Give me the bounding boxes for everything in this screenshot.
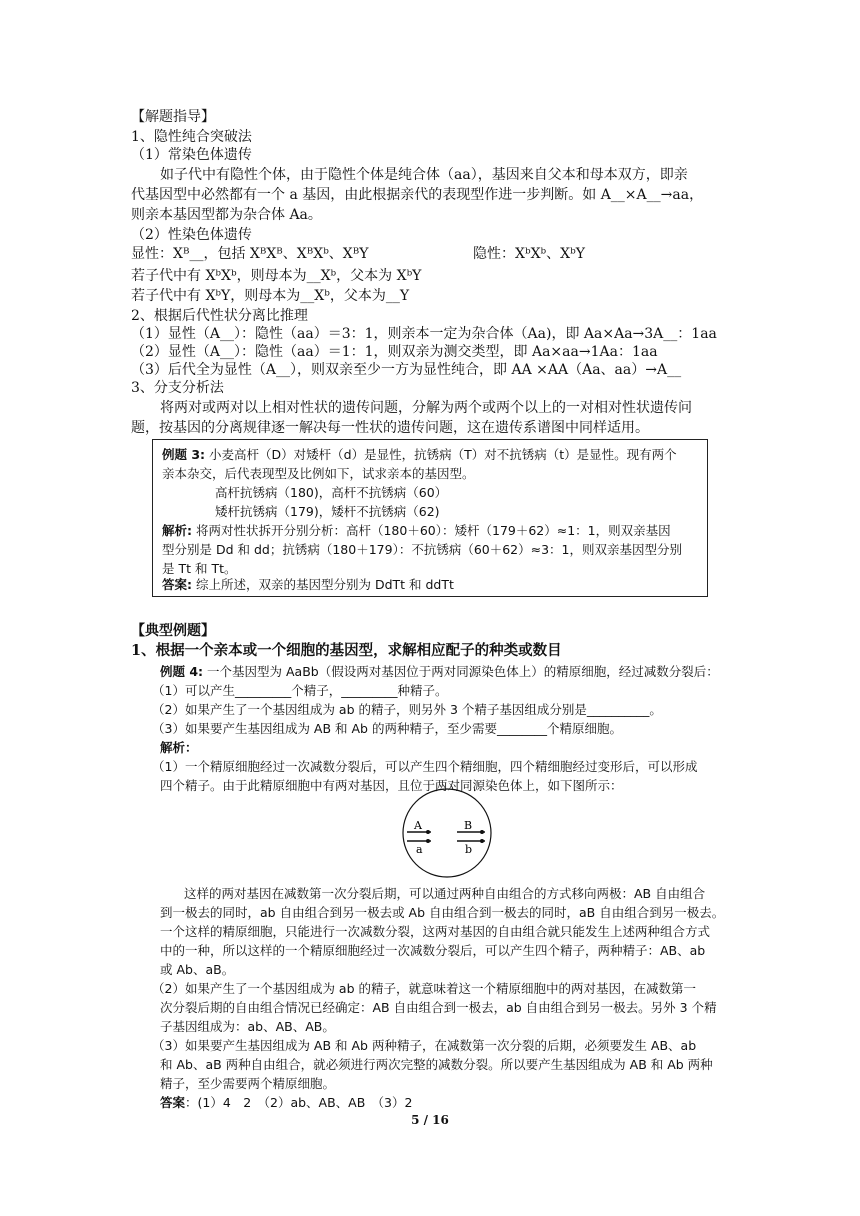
heading: 1、根据一个亲本或一个细胞的基因型，求解相应配子的种类或数目 [131, 642, 562, 659]
paragraph-line: 次分裂后期的自由组合情况已经确定：AB 自由组合到一极去，ab 自由组合到另一极去。另外 3 个精 [160, 1000, 717, 1015]
paragraph-line: 一个这样的精原细胞，只能进行一次减数分裂，这两对基因的自由组合就只能发生上述两种组合方式 [160, 924, 711, 939]
heading: 3、分支分析法 [131, 380, 224, 396]
answer-line: 答案: 综上所述，双亲的基因型分别为 DdTt 和 ddTt [162, 577, 454, 592]
paragraph-line: 代基因型中必然都有一个 a 基因，由此根据亲代的表现型作进一步判断。如 A__×A__→aa， [131, 187, 704, 203]
paragraph-line: 和 Ab、aB 两种自由组合，就必须进行两次完整的减数分裂。所以要产生基因组成为 AB 和 Ab 两种 [160, 1057, 713, 1072]
gene-label-A: A [414, 819, 422, 832]
paragraph-line: 精子，至少需要两个精原细胞。 [160, 1076, 336, 1091]
section-header: 【解题指导】 [131, 109, 215, 125]
centromere [426, 839, 430, 843]
subheading: （2）性染色体遗传 [131, 227, 252, 243]
heading: 1、隐性纯合突破法 [131, 129, 252, 145]
rule-line: （2）显性（A__）：隐性（aa）＝1：1，则双亲为测交类型，即 Aa×aa→1Aa：1aa [131, 344, 658, 360]
analysis-line: 四个精子。由于此精原细胞中有两对基因，且位于两对同源染色体上，如下图所示： [160, 778, 623, 793]
paragraph-line: 则亲本基因型都为杂合体 Aa。 [131, 207, 322, 223]
example-3-question: 例题 3: 小麦高杆（D）对矮杆（d）是显性，抗锈病（T）对不抗锈病（t）是显性。现有两个 [162, 447, 677, 462]
paragraph-line: 若子代中有 XᵇXᵇ，则母本为__Xᵇ，父本为 XᵇY [131, 268, 422, 284]
data-line: 矮杆抗锈病（179)，矮杆不抗锈病（62) [215, 504, 440, 519]
heading: 2、根据后代性状分离比推理 [131, 308, 308, 324]
dominant-line: 显性：Xᴮ__，包括 XᴮXᴮ、XᴮXᵇ、XᴮY [131, 246, 369, 262]
rule-line: （3）后代全为显性（A__），则双亲至少一方为显性纯合，即 AA ×AA（Aa、aa）→A__ [131, 362, 682, 378]
analysis-label: 解析： [160, 740, 198, 755]
question-line: （1）可以产生_________个精子，_________种精子。 [152, 683, 448, 698]
rule-line: （1）显性（A__）：隐性（aa）＝3：1，则亲本一定为杂合体（Aa)，即 Aa×Aa→3A__：1aa [131, 326, 717, 342]
analysis-line: 型分别是 Dd 和 dd；抗锈病（180＋179）：不抗锈病（60＋62）≈3：1，则双亲基因型分别 [162, 542, 683, 557]
chromosome-diagram [397, 787, 497, 879]
centromere [480, 830, 484, 834]
paragraph-line: 子基因组成为：ab、AB、AB。 [160, 1019, 335, 1034]
page-number: 5 / 16 [411, 1113, 449, 1127]
paragraph-line: 如子代中有隐性个体，由于隐性个体是纯合体（aa），基因来自父本和母本双方，即亲 [160, 167, 688, 183]
paragraph-line: 这样的两对基因在减数第一次分裂后期，可以通过两种自由组合的方式移向两极：AB 自由组合 [184, 886, 706, 901]
gene-label-a: a [416, 843, 423, 856]
paragraph-line: 中的一种，所以这样的一个精原细胞经过一次减数分裂后，可以产生四个精子，两种精子：AB、ab [160, 943, 706, 958]
example-4-question: 例题 4: 一个基因型为 AaBb（假设两对基因位于两对同源染色体上）的精原细胞，经过减数分裂后： [160, 664, 719, 679]
gene-label-b: b [465, 843, 473, 856]
paragraph-line: 若子代中有 XᵇY，则母本为__Xᵇ，父本为__Y [131, 288, 410, 304]
section-header: 【典型例题】 [131, 623, 215, 639]
paragraph-line: （3）如果要产生基因组成为 AB 和 Ab 两种精子，在减数第一次分裂的后期，必须要发生 AB、ab [152, 1038, 697, 1053]
paragraph-line: 将两对或两对以上相对性状的遗传问题，分解为两个或两个以上的一对相对性状遗传问 [160, 400, 692, 416]
question-line: （3）如果要产生基因组成为 AB 和 Ab 的两种精子，至少需要________个精原细胞。 [152, 721, 622, 736]
cell-outline [403, 789, 491, 877]
subheading: （1）常染色体遗传 [131, 147, 252, 163]
chromosome-svg [397, 787, 497, 879]
centromere [480, 839, 484, 843]
paragraph-line: 或 Ab、aB。 [160, 962, 235, 977]
example-label: 例题 3: [162, 447, 206, 462]
paragraph-line: 题，按基因的分离规律逐一解决每一性状的遗传问题，这在遗传系谱图中同样适用。 [131, 420, 649, 436]
question-line: （2）如果产生了一个基因组成为 ab 的精子，则另外 3 个精子基因组成分别是__________。 [152, 702, 662, 717]
example-3-question: 亲本杂交，后代表现型及比例如下，试求亲本的基因型。 [162, 466, 475, 481]
example-3-box [152, 439, 708, 597]
analysis-line: 解析: 将两对性状拆开分别分析：高杆（180＋60）：矮杆（179＋62）≈1：1，则双亲基因 [162, 523, 671, 538]
data-line: 高杆抗锈病（180)，高杆不抗锈病（60） [215, 485, 448, 500]
paragraph-line: （2）如果产生了一个基因组成为 ab 的精子，就意味着这一个精原细胞中的两对基因，在减数第一 [152, 981, 696, 996]
paragraph-line: 到一极去的同时，ab 自由组合到另一极去或 Ab 自由组合到一极去的同时，aB 自由组合到另一极去。 [160, 905, 725, 920]
analysis-line: （1）一个精原细胞经过一次减数分裂后，可以产生四个精细胞，四个精细胞经过变形后，可以形成 [152, 759, 698, 774]
recessive-line: 隐性：XᵇXᵇ、XᵇY [473, 246, 585, 262]
answer-line: 答案：(1）4 2 （2）ab、AB、AB （3）2 [160, 1095, 413, 1110]
gene-label-B: B [464, 819, 473, 832]
analysis-line: 是 Tt 和 Tt。 [162, 561, 237, 576]
centromere [426, 830, 430, 834]
